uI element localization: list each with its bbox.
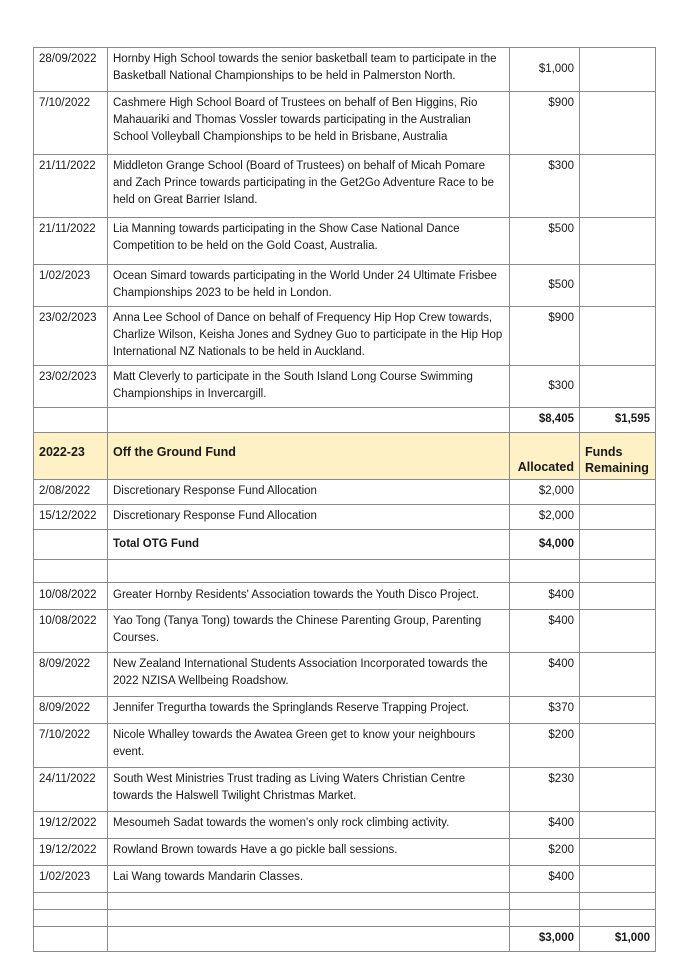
table-row (34, 812, 656, 839)
spacer-row (34, 560, 656, 583)
empty-cell (580, 893, 656, 910)
amount-cell: $2,000 (510, 480, 580, 505)
table-row (34, 724, 656, 768)
grants-table (33, 47, 656, 952)
table-row (34, 265, 656, 307)
amount-cell: $400 (510, 866, 580, 893)
amount-cell: $200 (510, 724, 580, 768)
fund-header-row (34, 433, 656, 480)
date-cell: 2/08/2022 (34, 480, 108, 505)
amount-cell: $2,000 (510, 505, 580, 530)
remaining-cell (580, 218, 656, 265)
date-cell: 1/02/2023 (34, 866, 108, 893)
empty-cell (108, 893, 510, 910)
description-cell: South West Ministries Trust trading as Living Waters Christian Centre towards the Halswell Twilight Christmas Market. (108, 768, 510, 812)
remaining-cell (580, 768, 656, 812)
amount-cell: $300 (510, 366, 580, 408)
funds-remaining-header: Funds Remaining (580, 433, 656, 480)
amount-cell: $400 (510, 583, 580, 610)
date-cell: 1/02/2023 (34, 265, 108, 307)
total-allocated: $8,405 (510, 408, 580, 433)
amount-cell: $1,000 (510, 48, 580, 92)
grand-total-row (34, 927, 656, 952)
date-cell: 7/10/2022 (34, 724, 108, 768)
empty-cell (34, 893, 108, 910)
empty-cell (580, 560, 656, 583)
empty-cell (580, 910, 656, 927)
empty-cell (510, 560, 580, 583)
empty-cell (108, 560, 510, 583)
remaining-cell (580, 583, 656, 610)
amount-cell: $900 (510, 307, 580, 366)
fund-year: 2022-23 (34, 433, 108, 480)
table-row (34, 610, 656, 653)
remaining-cell (580, 724, 656, 768)
otg-total-row (34, 530, 656, 560)
date-cell: 15/12/2022 (34, 505, 108, 530)
spacer-row (34, 910, 656, 927)
amount-cell: $400 (510, 610, 580, 653)
empty-cell (34, 408, 108, 433)
table-row (34, 653, 656, 697)
table-row (34, 92, 656, 155)
table-row (34, 768, 656, 812)
remaining-cell (580, 812, 656, 839)
table-row (34, 697, 656, 724)
date-cell: 28/09/2022 (34, 48, 108, 92)
date-cell: 7/10/2022 (34, 92, 108, 155)
date-cell: 8/09/2022 (34, 653, 108, 697)
table-row (34, 48, 656, 92)
description-cell: Rowland Brown towards Have a go pickle ball sessions. (108, 839, 510, 866)
description-cell: Nicole Whalley towards the Awatea Green get to know your neighbours event. (108, 724, 510, 768)
description-cell: Anna Lee School of Dance on behalf of Frequency Hip Hop Crew towards, Charlize Wilson, Keisha Jones and Sydney Guo to participate in the Hip Hop International NZ Nationals to be held in Auckland. (108, 307, 510, 366)
description-cell: Hornby High School towards the senior basketball team to participate in the Basketball National Championships to be held in Palmerston North. (108, 48, 510, 92)
remaining-cell (580, 505, 656, 530)
empty-cell (34, 560, 108, 583)
amount-cell: $370 (510, 697, 580, 724)
date-cell: 23/02/2023 (34, 307, 108, 366)
description-cell: Ocean Simard towards participating in the World Under 24 Ultimate Frisbee Championships 2023 to be held in London. (108, 265, 510, 307)
description-cell: Cashmere High School Board of Trustees on behalf of Ben Higgins, Rio Mahauariki and Thomas Vossler towards participating in the Australian School Volleyball Championships to be held in Brisbane, Australia (108, 92, 510, 155)
description-cell: Discretionary Response Fund Allocation (108, 480, 510, 505)
otg-total-label: Total OTG Fund (108, 530, 510, 560)
remaining-cell (580, 155, 656, 218)
amount-cell: $500 (510, 218, 580, 265)
empty-cell (108, 408, 510, 433)
empty-cell (108, 910, 510, 927)
total-row (34, 408, 656, 433)
table-row (34, 866, 656, 893)
remaining-cell (580, 48, 656, 92)
remaining-cell (580, 307, 656, 366)
allocation-row (34, 480, 656, 505)
table-row (34, 366, 656, 408)
date-cell: 23/02/2023 (34, 366, 108, 408)
description-cell: Discretionary Response Fund Allocation (108, 505, 510, 530)
description-cell: New Zealand International Students Association Incorporated towards the 2022 NZISA Wellbeing Roadshow. (108, 653, 510, 697)
amount-cell: $900 (510, 92, 580, 155)
date-cell: 21/11/2022 (34, 155, 108, 218)
remaining-cell (580, 697, 656, 724)
description-cell: Lai Wang towards Mandarin Classes. (108, 866, 510, 893)
description-cell: Jennifer Tregurtha towards the Springlands Reserve Trapping Project. (108, 697, 510, 724)
description-cell: Greater Hornby Residents' Association towards the Youth Disco Project. (108, 583, 510, 610)
allocation-row (34, 505, 656, 530)
amount-cell: $500 (510, 265, 580, 307)
remaining-cell (580, 866, 656, 893)
amount-cell: $230 (510, 768, 580, 812)
remaining-cell (580, 92, 656, 155)
description-cell: Middleton Grange School (Board of Trustees) on behalf of Micah Pomare and Zach Prince towards participating in the Get2Go Adventure Race to be held on Great Barrier Island. (108, 155, 510, 218)
fund-name: Off the Ground Fund (108, 433, 510, 480)
amount-cell: $200 (510, 839, 580, 866)
amount-cell: $400 (510, 653, 580, 697)
table-row (34, 583, 656, 610)
description-cell: Mesoumeh Sadat towards the women's only rock climbing activity. (108, 812, 510, 839)
empty-cell (510, 893, 580, 910)
total-remaining: $1,595 (580, 408, 656, 433)
empty-cell (34, 927, 108, 952)
description-cell: Lia Manning towards participating in the Show Case National Dance Competition to be held on the Gold Coast, Australia. (108, 218, 510, 265)
table-row (34, 839, 656, 866)
description-cell: Yao Tong (Tanya Tong) towards the Chinese Parenting Group, Parenting Courses. (108, 610, 510, 653)
date-cell: 10/08/2022 (34, 610, 108, 653)
table-row (34, 155, 656, 218)
description-cell: Matt Cleverly to participate in the South Island Long Course Swimming Championships in Invercargill. (108, 366, 510, 408)
date-cell: 10/08/2022 (34, 583, 108, 610)
date-cell: 21/11/2022 (34, 218, 108, 265)
date-cell: 8/09/2022 (34, 697, 108, 724)
table-row (34, 218, 656, 265)
otg-total-amount: $4,000 (510, 530, 580, 560)
empty-cell (108, 927, 510, 952)
remaining-cell (580, 366, 656, 408)
grand-total-remaining: $1,000 (580, 927, 656, 952)
table-row (34, 307, 656, 366)
spacer-row (34, 893, 656, 910)
remaining-cell (580, 265, 656, 307)
date-cell: 19/12/2022 (34, 812, 108, 839)
empty-cell (34, 530, 108, 560)
date-cell: 19/12/2022 (34, 839, 108, 866)
remaining-cell (580, 480, 656, 505)
date-cell: 24/11/2022 (34, 768, 108, 812)
remaining-cell (580, 653, 656, 697)
amount-cell: $300 (510, 155, 580, 218)
grand-total-allocated: $3,000 (510, 927, 580, 952)
remaining-cell (580, 839, 656, 866)
allocated-header: Allocated (510, 433, 580, 480)
remaining-cell (580, 530, 656, 560)
remaining-cell (580, 610, 656, 653)
empty-cell (510, 910, 580, 927)
amount-cell: $400 (510, 812, 580, 839)
empty-cell (34, 910, 108, 927)
